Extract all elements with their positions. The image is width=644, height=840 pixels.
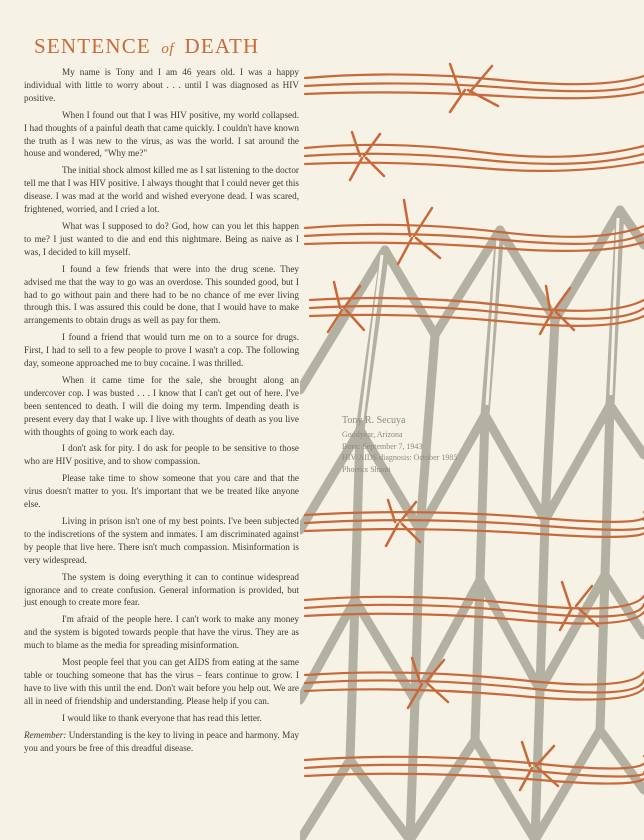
closing-text: Understanding is the key to living in peace and harmony. May you and yours be free of this dreadful disease. <box>24 729 299 753</box>
letter-paragraph: When I found out that I was HIV positive, my world collapsed. I had thoughts of a painful death that came quickly. I couldn't have known the truth as I was new to the virus, as was the world. I sat around the house and wondered, "Why me?" <box>24 109 299 159</box>
title-word-sentence: SENTENCE <box>34 34 151 58</box>
author-birthdate: Born: September 7, 1943 <box>342 441 423 451</box>
letter-paragraph: I don't ask for pity. I do ask for people to be sensitive to those who are HIV positive, and to show compassion. <box>24 443 299 467</box>
letter-paragraph: I found a friend that would turn me on to a source for drugs. First, I had to sell to a few people to prove I wasn't a cop. The following day, someone approached me to buy cocaine. I was thrilled. <box>24 332 299 369</box>
title-word-of: of <box>161 41 175 57</box>
letter-paragraph: The initial shock almost killed me as I sat listening to the doctor tell me that I was HIV positive. I always thought that I could never get this disease. I was mad at the world and wished everyone dead. I was scared, frightened, worried, and I cried a lot. <box>24 165 299 215</box>
letter-body <box>24 66 299 758</box>
author-organization: Phoenix Shanti <box>342 464 391 474</box>
author-name: Tony R. Secuya <box>342 415 406 426</box>
letter-paragraph: The system is doing everything it can to continue widespread ignorance and to create confusion. General information is provided, but just enough to create more fear. <box>24 571 299 608</box>
author-location: Goodyear, Arizona <box>342 430 403 440</box>
letter-paragraph: I would like to thank everyone that has read this letter. <box>62 712 262 723</box>
letter-paragraph: I found a few friends that were into the drug scene. They advised me that the way to go was an overdose. This sounded good, but I had to go without pain and there had to be no chance of me ever living through this. I was assured this could be done, that I would have to make arrangements to obtain drugs as well as pay for them. <box>24 263 299 326</box>
page-title <box>34 34 259 59</box>
closing-paragraph <box>24 729 299 755</box>
chain-link-fence <box>300 210 644 840</box>
author-signature <box>342 415 502 475</box>
letter-paragraph: When it came time for the sale, she brought along an undercover cop. I was busted . . . I know that I can't get out of here. I've been sentenced to death. I will die doing my term. Impending death is present every day that I wake up. I live with thoughts of death as you live with thoughts of going to work each day. <box>24 374 299 437</box>
letter-paragraph: What was I supposed to do? God, how can you let this happen to me? I just wanted to die and end this nightmare. Being as naive as I was, I decided to kill myself. <box>24 220 299 257</box>
title-word-death: DEATH <box>184 34 260 58</box>
letter-paragraph: I'm afraid of the people here. I can't work to make any money and the system is bigoted towards people that have the virus. They are as much to blame as the media for spreading misinformation. <box>24 614 299 651</box>
author-diagnosis: HIV/AIDS diagnosis: October 1985 <box>342 453 458 463</box>
letter-paragraph: My name is Tony and I am 46 years old. I was a happy individual with little to worry about . . . until I was diagnosed as HIV positive. <box>24 67 299 103</box>
closing-label: Remember: <box>24 729 67 740</box>
letter-paragraph: Most people feel that you can get AIDS from eating at the same table or touching someone that has the virus – fears continue to grow. I have to live with this until the end. Don't wait before you help out. We are all in need of friendship and understanding. Please help if you can. <box>24 657 299 706</box>
letter-paragraph: Living in prison isn't one of my best points. I've been subjected to the indiscretions of the system and inmates. I am discriminated against by people that live here. There isn't much compassion. Misinformation is very widespread. <box>24 516 299 565</box>
letter-paragraph: Please take time to show someone that you care and that the virus doesn't matter to you. It's important that we be treated like anyone else. <box>24 473 299 510</box>
